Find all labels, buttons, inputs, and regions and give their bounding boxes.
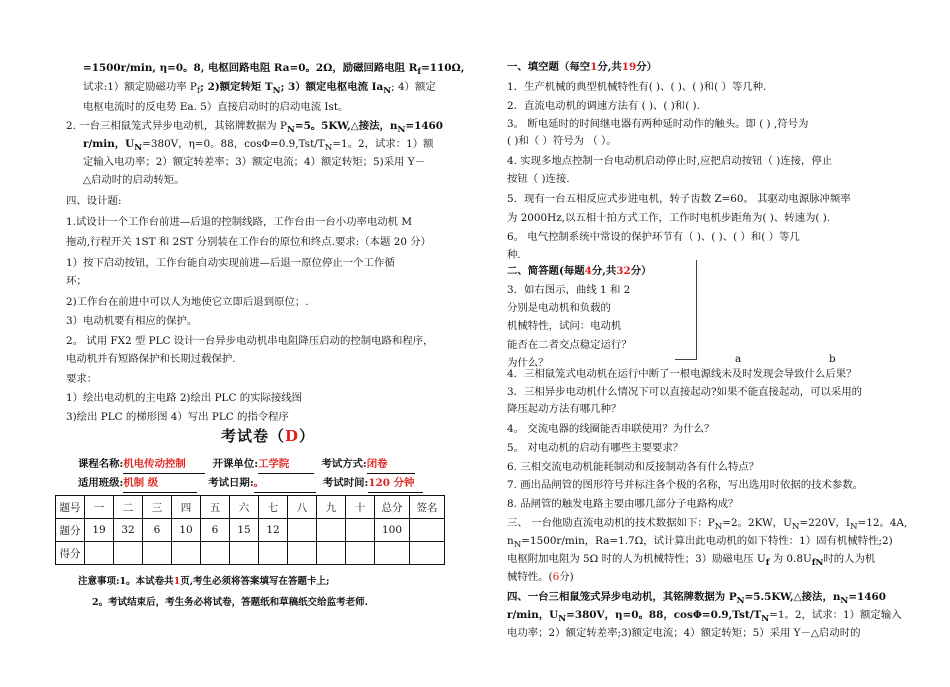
table-cell: 12 <box>259 519 288 542</box>
requirement-line: 1）绘出电动机的主电路 2)绘出 PLC 的实际接线图 <box>66 392 303 404</box>
table-cell: 6 <box>201 519 230 542</box>
fill-blank: 2．直流电动机的调速方法有 ( )、( )和( ). <box>507 100 700 112</box>
table-cell: 十 <box>346 496 375 519</box>
table-cell <box>346 542 375 565</box>
table-cell: 得分 <box>56 542 85 565</box>
fill-blank: 4. 实现多地点控制一台电动机启动停止时,应把启动按钮（ )连接，停止 <box>507 155 833 167</box>
score-table <box>55 495 445 565</box>
requirements-label: 要求： <box>66 373 98 385</box>
problem-line: =1500r/min, η=0。8, 电枢回路电阻 Ra=0。2Ω，励磁回路电阻 $R_f=110\Omega$, <box>83 62 465 78</box>
table-cell: 五 <box>201 496 230 519</box>
figure-axis <box>675 359 697 360</box>
table-cell: 四 <box>172 496 201 519</box>
design-1-line: 2)工作台在前进中可以人为地使它立即后退到原位；. <box>66 296 309 308</box>
requirement-line: 3)绘出 PLC 的梯形图 4）写出 PLC 的指令程序 <box>66 411 289 423</box>
table-cell <box>114 542 143 565</box>
table-row <box>56 519 445 542</box>
design-1-line: 环； <box>66 275 87 287</box>
table-cell <box>346 519 375 542</box>
note-1: 注意事项:1。本试卷共1页,考生必须将答案填写在答题卡上; <box>78 576 330 587</box>
fill-blank: 3。 断电延时的时间继电器有两种延时动作的触头。即 ( ) ,符号为 <box>507 118 809 130</box>
table-cell <box>375 542 410 565</box>
figure-axis <box>696 260 697 360</box>
right-column <box>507 0 908 687</box>
class-info: 适用班级:机制 级 考试日期:。 考试时间:120 分钟 <box>78 475 423 493</box>
section-heading: 一、填空题（每空1分,共19分） <box>507 61 658 73</box>
problem-2-line: r/min，$U_N=380V$，η=0。88，$\cos\Phi=0.9,Tst/T_N=1$。2，试求：1）额 <box>83 138 434 154</box>
table-cell <box>230 542 259 565</box>
fill-blank: 种. <box>507 249 521 261</box>
section-heading: 二、简答题(每题4分,共32分） <box>507 265 652 277</box>
short-answer: 8. 品闸管的触发电路主要由哪几部分子电路构成？ <box>507 498 739 510</box>
section-heading: 四、设计题: <box>66 195 122 207</box>
problem-3-line: 电枢附加电阻为 5Ω 时的人为机械特性；3）励磁电压 $U_f$ 为 $0.8U_{fN}$时的人为机 <box>507 553 876 569</box>
table-cell <box>317 542 346 565</box>
table-cell: 签名 <box>410 496 445 519</box>
table-cell: 15 <box>230 519 259 542</box>
table-cell: 32 <box>114 519 143 542</box>
short-answer: 7. 画出品闸管的图形符号并标注各个极的名称，写出选用时依据的技术参数。 <box>507 479 864 491</box>
table-cell: 10 <box>172 519 201 542</box>
course-info: 课程名称:机电传动控制 开课单位:工学院 考试方式:闭卷 <box>78 456 415 474</box>
problem-4: 四、一台三相鼠笼式异步电动机，其铭牌数据为 $P_N=5.5KW,\triangle$接法，$n_N=1460$ <box>507 591 886 607</box>
table-cell: 题分 <box>56 519 85 542</box>
problem-2-line: △启动时的启动转矩。 <box>83 174 185 186</box>
short-answer: 3．三相异步电动机什么情况下可以直接起动?如果不能直接起动，可以采用的 <box>507 386 863 398</box>
short-answer: 机械特性，试问：电动机 <box>507 320 622 332</box>
short-answer: 能否在二者交点稳定运行？ <box>507 339 632 351</box>
table-cell: 题号 <box>56 496 85 519</box>
exam-title: 考试卷（D） <box>221 427 316 445</box>
table-cell: 三 <box>143 496 172 519</box>
design-1-line: 1.试设计一个工作台前进—后退的控制线路，工作台由一台小功率电动机 M <box>66 216 412 228</box>
note-2: 2。考试结束后，考生务必将试卷，答题纸和草稿纸交给监考老师. <box>92 597 368 608</box>
problem-4-line: r/min，$U_N=380V$，η=0。88，$\cos\Phi=0.9,Tst/T_N=1$。2，试求：1）额定输入 <box>507 609 902 625</box>
table-cell: 九 <box>317 496 346 519</box>
problem-3-line: 械特性。(6分) <box>507 571 574 583</box>
table-cell: 六 <box>230 496 259 519</box>
problem-2: 2. 一台三相鼠笼式异步电动机，其铭牌数据为 $P_N=5$。5KW,△接法，$n_N=1460$ <box>66 120 444 136</box>
fill-blank: ( )和（ ）符号为 （ ）。 <box>507 135 617 147</box>
table-cell: 八 <box>288 496 317 519</box>
design-1-line: 3）电动机要有相应的保护。 <box>66 315 198 327</box>
design-2-line: 电动机并有短路保护和长期过载保护. <box>66 353 236 365</box>
table-cell <box>317 519 346 542</box>
problem-4-line: 电功率；2）额定转差率;3)额定电流；4）额定转矩；5）采用 Y－△启动时的 <box>507 627 861 639</box>
table-cell <box>259 542 288 565</box>
problem-line: 电枢电流时的反电势 Ea. 5）直接启动时的启动电流 Ist。 <box>83 101 349 113</box>
table-cell: 6 <box>143 519 172 542</box>
short-answer: 为什么？ <box>507 357 549 369</box>
table-row <box>56 542 445 565</box>
problem-3-line: $n_N=1500r/\min$，Ra=1.7Ω，试计算出此电动机的如下特性：1）固有机械特性;2) <box>507 535 893 551</box>
table-cell: 100 <box>375 519 410 542</box>
problem-3: 三、 一台他励直流电动机的技术数据如下：$P_N=2$。2KW，$U_N=220V$，$I_N=12$。4A, <box>507 517 908 533</box>
figure-label-a: a <box>735 353 742 365</box>
short-answer: 5。 对电动机的启动有哪些主要要求？ <box>507 442 684 454</box>
table-cell <box>410 542 445 565</box>
figure-label-b: b <box>829 353 836 365</box>
table-cell <box>85 542 114 565</box>
table-cell: 七 <box>259 496 288 519</box>
design-1-line: 拖动,行程开关 1ST 和 2ST 分别装在工作台的原位和终点.要求:（本题 20 分） <box>66 236 432 248</box>
table-cell <box>172 542 201 565</box>
table-cell: 19 <box>85 519 114 542</box>
short-answer: 6. 三相交流电动机能耗制动和反接制动各有什么特点？ <box>507 461 760 473</box>
table-cell <box>410 519 445 542</box>
fill-blank: 1．生产机械的典型机械特性有( )、( )、( )和( ）等几种. <box>507 81 767 93</box>
table-cell <box>288 519 317 542</box>
problem-2-line: 定输入电功率；2）额定转差率；3）额定电流；4）额定转矩；5)采用 Y－ <box>83 156 425 168</box>
fill-blank: 6。 电气控制系统中常设的保护环节有（ )、( )、( ）和( ）等几 <box>507 231 800 243</box>
table-cell: 一 <box>85 496 114 519</box>
short-answer: 3．如右图示，曲线 1 和 2 <box>507 284 631 296</box>
fill-blank: 按钮（ )连接. <box>507 173 570 185</box>
table-cell <box>143 542 172 565</box>
fill-blank: 为 2000Hz,以五相十拍方式工作，工作时电机步距角为( )、转速为( ). <box>507 212 831 224</box>
short-answer: 4。 交流电器的线圈能否串联使用？为什么？ <box>507 423 715 435</box>
short-answer: 分别是电动机和负载的 <box>507 302 611 314</box>
problem-line: 试求:1）额定励磁功率 $P_f$; 2)额定转矩 $T_N$; 3）额定电枢电流 $Ia_N$; 4）额定 <box>83 81 436 97</box>
design-2-line: 2。 试用 FX2 型 PLC 设计一台异步电动机串电阻降压启动的控制电路和程序， <box>66 335 434 347</box>
table-row <box>56 496 445 519</box>
table-cell: 总分 <box>375 496 410 519</box>
table-cell <box>288 542 317 565</box>
short-answer: 4．三相鼠笼式电动机在运行中断了一根电源线未及时发现会导致什么后果？ <box>507 368 857 380</box>
table-cell <box>201 542 230 565</box>
fill-blank: 5．现有一台五相反应式步进电机，转子齿数 Z=60。 其驱动电源脉冲频率 <box>507 193 851 205</box>
short-answer: 降压起动方法有哪几种？ <box>507 403 622 415</box>
design-1-line: 1）按下启动按钮，工作台能自动实现前进—后退一原位停止一个工作循 <box>66 257 395 269</box>
table-cell: 二 <box>114 496 143 519</box>
